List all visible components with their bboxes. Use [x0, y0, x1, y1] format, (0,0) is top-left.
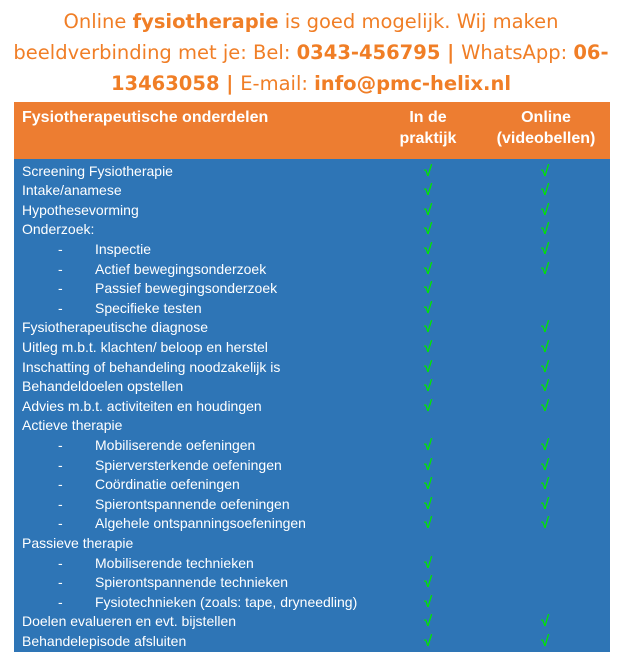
table-row [14, 279, 610, 299]
header-praktijk-line2: praktijk [399, 130, 457, 147]
table-row [14, 554, 610, 574]
row-dash: - [58, 436, 63, 453]
separator: | [440, 41, 462, 64]
table-row [14, 318, 610, 338]
check-praktijk-icon: √ [424, 299, 433, 317]
check-online-icon: √ [541, 436, 550, 454]
table-row [14, 534, 610, 554]
check-online-icon: √ [541, 495, 550, 513]
table-row [14, 593, 610, 613]
check-online-icon: √ [541, 182, 550, 200]
check-online-icon: √ [541, 378, 550, 396]
row-label: Passieve therapie [22, 534, 134, 551]
check-praktijk-icon: √ [424, 280, 433, 298]
check-praktijk-icon: √ [424, 319, 433, 337]
row-label: Passief bewegingsonderzoek [95, 280, 278, 297]
table-row [14, 377, 610, 397]
check-praktijk-icon: √ [424, 554, 433, 572]
check-praktijk-icon: √ [424, 182, 433, 200]
check-praktijk-icon: √ [424, 436, 433, 454]
table-row [14, 220, 610, 240]
table-row [14, 456, 610, 476]
table-row [14, 632, 610, 652]
row-label: Advies m.b.t. activiteiten en houdingen [22, 397, 262, 414]
check-online-icon: √ [541, 515, 550, 533]
check-online-icon: √ [541, 476, 550, 494]
check-praktijk-icon: √ [424, 162, 433, 180]
check-online-icon: √ [541, 240, 550, 258]
check-praktijk-icon: √ [424, 515, 433, 533]
table-header [14, 102, 610, 159]
header-online-line1: Online [521, 109, 571, 126]
row-dash: - [58, 456, 63, 473]
table-row [14, 338, 610, 358]
check-online-icon: √ [541, 397, 550, 415]
table-row [14, 416, 610, 436]
row-label: Screening Fysiotherapie [22, 162, 173, 179]
email-address: info@pmc-helix.nl [314, 72, 512, 95]
row-dash: - [58, 495, 63, 512]
row-dash: - [58, 476, 63, 493]
row-label: Behandeldoelen opstellen [22, 378, 184, 395]
table-row [14, 240, 610, 260]
row-label: Spierontspannende technieken [95, 574, 289, 591]
row-label: Actief bewegingsonderzoek [95, 260, 267, 277]
check-online-icon: √ [541, 260, 550, 278]
check-praktijk-icon: √ [424, 260, 433, 278]
therapy-table [14, 102, 610, 652]
check-online-icon: √ [541, 221, 550, 239]
check-online-icon: √ [541, 613, 550, 631]
row-label: Spierontspannende oefeningen [95, 495, 290, 512]
row-dash: - [58, 280, 63, 297]
row-label: Hypothesevorming [22, 201, 139, 218]
table-row [14, 260, 610, 280]
check-praktijk-icon: √ [424, 456, 433, 474]
table-row [14, 397, 610, 417]
check-online-icon: √ [541, 201, 550, 219]
table-row [14, 358, 610, 378]
row-label: Coördinatie oefeningen [95, 476, 240, 493]
row-label: Actieve therapie [22, 417, 123, 434]
row-label: Algehele ontspanningsoefeningen [95, 515, 306, 532]
check-praktijk-icon: √ [424, 613, 433, 631]
check-praktijk-icon: √ [424, 632, 433, 650]
check-praktijk-icon: √ [424, 397, 433, 415]
intro-text [0, 6, 622, 99]
row-dash: - [58, 299, 63, 316]
header-praktijk [394, 107, 462, 149]
row-label: Uitleg m.b.t. klachten/ beloop en herstel [22, 338, 268, 355]
table-row [14, 514, 610, 534]
row-dash: - [58, 260, 63, 277]
row-label: Fysiotherapeutische diagnose [22, 319, 209, 336]
check-praktijk-icon: √ [424, 240, 433, 258]
row-label: Fysiotechnieken (zoals: tape, dryneedling) [95, 593, 358, 610]
phone-number: 0343-456795 [296, 41, 441, 64]
row-dash: - [58, 593, 63, 610]
intro-part-3: WhatsApp: [461, 41, 574, 64]
check-praktijk-icon: √ [424, 574, 433, 592]
row-label: Inschatting of behandeling noodzakelijk is [22, 358, 281, 375]
row-label: Inspectie [95, 240, 152, 257]
row-label: Mobiliserende oefeningen [95, 436, 256, 453]
check-praktijk-icon: √ [424, 378, 433, 396]
check-praktijk-icon: √ [424, 495, 433, 513]
row-label: Behandelepisode afsluiten [22, 632, 187, 649]
check-online-icon: √ [541, 358, 550, 376]
check-online-icon: √ [541, 338, 550, 356]
row-label: Intake/anamese [22, 182, 122, 199]
table-row [14, 436, 610, 456]
table-row [14, 612, 610, 632]
table-row [14, 495, 610, 515]
table-row [14, 162, 610, 182]
check-praktijk-icon: √ [424, 221, 433, 239]
intro-part-2: is goed mogelijk. Wij maken beeldverbinding met je: Bel: [13, 10, 559, 64]
header-onderdelen: Fysiotherapeutische onderdelen [22, 109, 269, 126]
check-online-icon: √ [541, 632, 550, 650]
table-row [14, 201, 610, 221]
intro-bold-fysiotherapie: fysiotherapie [132, 10, 279, 33]
check-praktijk-icon: √ [424, 338, 433, 356]
table-row [14, 299, 610, 319]
row-label: Mobiliserende technieken [95, 554, 254, 571]
row-label: Onderzoek: [22, 221, 95, 238]
intro-part-1: Online [63, 10, 133, 33]
header-online-line2: (videobellen) [496, 130, 596, 147]
check-praktijk-icon: √ [424, 593, 433, 611]
table-row [14, 181, 610, 201]
separator: | [219, 72, 241, 95]
check-online-icon: √ [541, 162, 550, 180]
row-label: Spierversterkende oefeningen [95, 456, 282, 473]
table-row [14, 475, 610, 495]
header-praktijk-line1: In de [409, 109, 447, 126]
check-praktijk-icon: √ [424, 358, 433, 376]
row-label: Doelen evalueren en evt. bijstellen [22, 613, 237, 630]
check-online-icon: √ [541, 319, 550, 337]
row-dash: - [58, 574, 63, 591]
check-online-icon: √ [541, 456, 550, 474]
table-row [14, 573, 610, 593]
row-dash: - [58, 240, 63, 257]
row-dash: - [58, 554, 63, 571]
header-online [484, 107, 608, 149]
check-praktijk-icon: √ [424, 201, 433, 219]
row-label: Specifieke testen [95, 299, 202, 316]
row-dash: - [58, 515, 63, 532]
intro-part-4: E-mail: [240, 72, 315, 95]
whatsapp-number: 06-13463058 [110, 41, 609, 95]
check-praktijk-icon: √ [424, 476, 433, 494]
